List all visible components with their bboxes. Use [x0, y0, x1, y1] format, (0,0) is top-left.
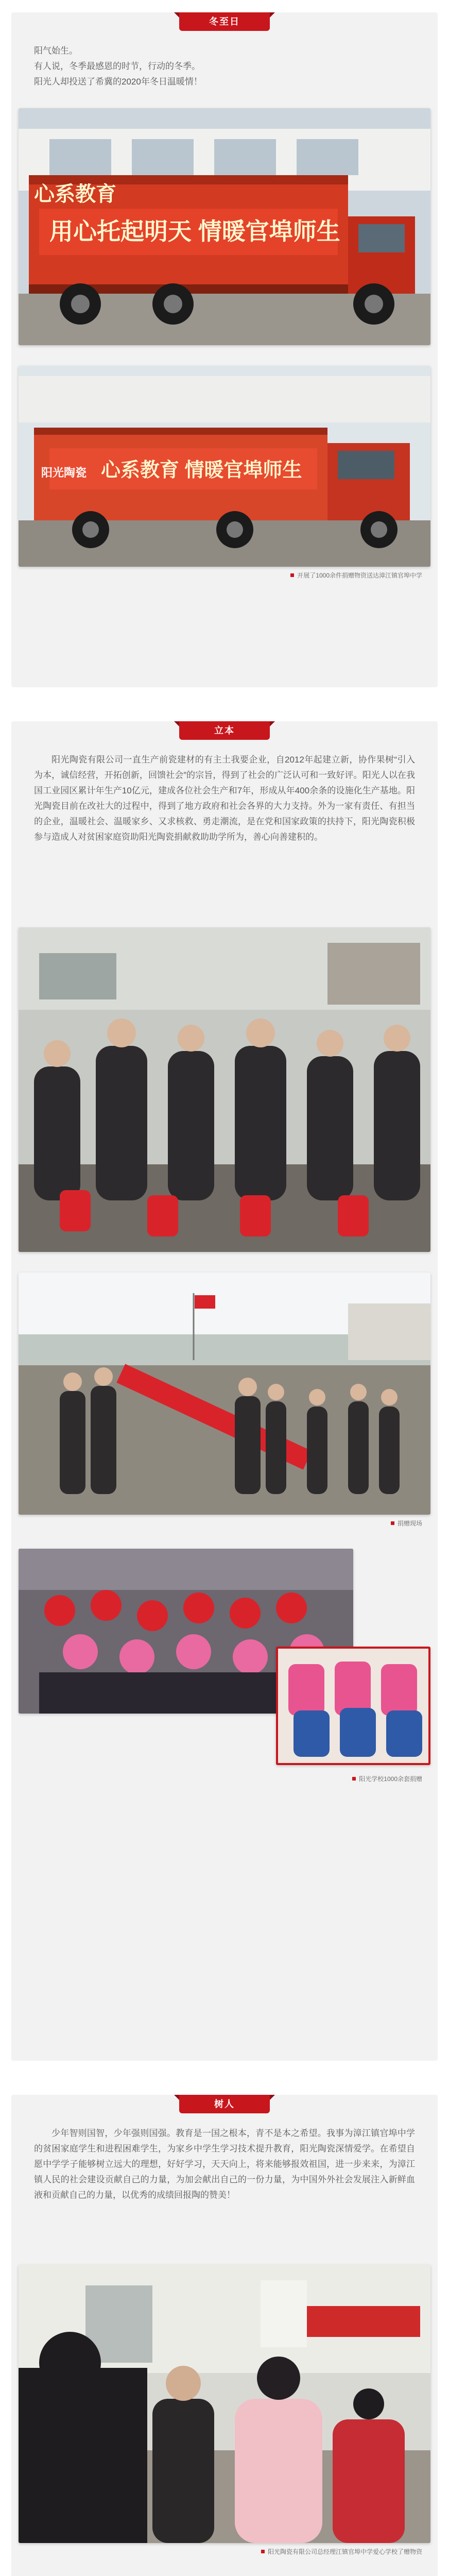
section-paragraph: 阳光陶瓷有限公司一直生产前瓷建材的有主土我要企业，自2012年起建立新，协作果树“引入为本，诚信经营，开拓创新，回馈社会”的宗旨，得到了社会的广泛认可和一致好评。阳光人以在我国工业园区累计年生产10亿元，建成各位社会生产和7年，形成从年400余条的设施化生产基地。阳光陶瓷目前在改社大的过程中，得到了地方政府和社会各界的大力支持。外为一家有责任、有担当的企业，温暖社会、温暖家乡、又求核救、勇走潮流，是在党和国家政策的扶持下，阳光陶瓷积极参与造成人对贫困家庭资助阳光陶瓷捐献救助助学所为，善心向善建积的。 — [34, 755, 415, 842]
section-cultivate — [11, 2095, 438, 2576]
photo-donation-handover — [19, 927, 430, 1252]
truck-banner: 用心托起明天 情暖官埠师生 — [49, 218, 340, 245]
photo-caption: 开展了1000余件捐赠物资送达漳江镇官埠中学 — [11, 567, 438, 580]
photo-truck-2 — [19, 366, 430, 567]
section-winter-solstice — [11, 12, 438, 687]
photo-school-yard — [19, 1273, 430, 1515]
section-paragraph: 阳气始生。 有人说，冬季最感恩的时节，行动的冬季。 阳光人却投送了希冀的2020年冬日温暖情！ — [34, 46, 202, 87]
truck-banner-2: 心系教育 情暖官埠师生 — [101, 460, 302, 481]
photo-backpacks — [276, 1647, 430, 1765]
truck-scene — [19, 108, 430, 345]
truck-banner-2-side: 阳光陶瓷 — [41, 466, 87, 479]
photo-truck-1 — [19, 108, 430, 345]
section-foundation — [11, 721, 438, 2061]
truck-banner-side: 心系教育 — [34, 183, 116, 206]
photo-caption: 阳光学校1000余套捐赠 — [11, 1770, 438, 1784]
handover-scene — [19, 927, 430, 1252]
section-title: 冬至日 — [179, 12, 270, 31]
section-paragraph: 少年智则国智，少年强则国强。教育是一国之根本，青不是本之希望。我事为漳江镇官埠中学的贫困家庭学生和进程困难学生，为家乡中学生学习技术提升教育，阳光陶瓷深情爱学。在希望自愿中学学子能够树立远大的理想，好好学习，天天向上，将来能够报效祖国，进一步来来，为漳江镇人民的社会建设贡献自己的力量，为加会献出自己的一份力量，为中国外外社会发展注入新鲜血液和贡献自己的力量，以优秀的成绩回报陶的赞美！ — [34, 2128, 415, 2200]
photo-caption: 捐赠现场 — [11, 1515, 438, 1528]
yard-scene — [19, 1273, 430, 1515]
photo-pair — [19, 1549, 430, 1770]
photo-caption: 阳光陶瓷有限公司总经理江镇官埠中学爱心学校了赠物资 — [11, 2543, 438, 2556]
backpacks-scene — [278, 1649, 428, 1763]
section-title: 树人 — [179, 2095, 270, 2113]
photo-student-receiving — [19, 2265, 430, 2543]
receiving-scene — [19, 2265, 430, 2543]
section-title: 立本 — [179, 721, 270, 740]
truck-scene-2 — [19, 366, 430, 567]
